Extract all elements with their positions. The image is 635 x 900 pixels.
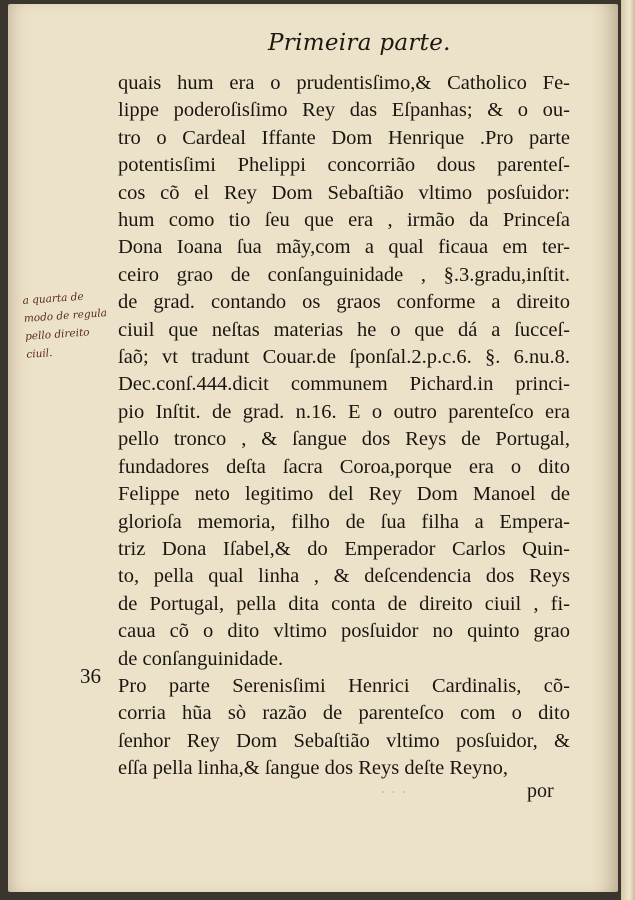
body-text xyxy=(118,70,570,783)
text-line: ceiro grao de conſanguinidade , §.3.gradu,inſtit. xyxy=(118,263,570,286)
margin-note-line: pello direito xyxy=(24,326,90,343)
text-line: triz Dona Iſabel,& do Emperador Carlos Quin- xyxy=(118,537,570,560)
text-line: ſaõ; vt tradunt Couar.de ſponſal.2.p.c.6. §. 6.nu.8. xyxy=(118,346,570,369)
text-line: ſenhor Rey Dom Sebaſtião vltimo posſuidor, & xyxy=(118,729,570,752)
text-line: de Portugal, pella dita conta de direito ciuil , fi- xyxy=(118,592,570,615)
page-edge xyxy=(621,0,635,900)
text-line: Dec.conſ.444.dicit communem Pichard.in princi- xyxy=(118,373,570,396)
text-line: pello tronco , & ſangue dos Reys de Portugal, xyxy=(118,428,570,451)
text-line: Pro parte Serenisſimi Henrici Cardinalis, cõ- xyxy=(118,674,570,697)
text-line: fundadores deſta ſacra Coroa,porque era o dito xyxy=(118,455,570,478)
text-line: lippe poderoſisſimo Rey das Eſpanhas; & o ou- xyxy=(118,99,570,122)
text-line: cos cõ el Rey Dom Sebaſtião vltimo posſuidor: xyxy=(118,181,570,204)
margin-note-line: ciuil. xyxy=(25,347,53,361)
text-line: tro o Cardeal Iffante Dom Henrique .Pro parte xyxy=(118,126,570,149)
text-line: pio Inſtit. de grad. n.16. E o outro parenteſco era xyxy=(118,400,570,423)
text-line: hum como tio ſeu que era , irmão da Princeſa xyxy=(118,209,570,232)
text-line: Dona Ioana ſua mãy,com a qual ficaua em ter- xyxy=(118,236,570,259)
text-line: glorioſa memoria, filho de ſua filha a Empera- xyxy=(118,510,570,533)
paragraph-number: 36 xyxy=(80,664,101,688)
text-line: de conſanguinidade. xyxy=(118,647,284,670)
text-line: quais hum era o prudentisſimo,& Catholico Fe- xyxy=(118,72,570,94)
text-line: Felippe neto legitimo del Rey Dom Manoel de xyxy=(118,483,570,506)
margin-note-line: modo de regula xyxy=(23,307,108,325)
text-line: de grad. contando os graos conforme a direito xyxy=(118,291,570,314)
text-line: caua cõ o dito vltimo posſuidor no quinto grao xyxy=(118,620,570,643)
running-head: Primeira parte. xyxy=(268,30,451,56)
bleed-through-mark: · · · xyxy=(380,782,407,802)
text-line: corria hũa sò razão de parenteſco com o dito xyxy=(118,702,570,725)
text-line: eſſa pella linha,& ſangue dos Reys deſte Reyno, xyxy=(118,757,508,780)
text-line: to, pella qual linha , & deſcendencia dos Reys xyxy=(118,565,570,588)
text-line: ciuil que neſtas materias he o que dá a ſucceſ- xyxy=(118,318,570,341)
margin-note-line: a quarta de xyxy=(22,290,85,307)
catchword: por xyxy=(527,780,554,802)
handwritten-marginal-note xyxy=(22,286,119,364)
bleed-through-text xyxy=(380,782,407,803)
text-line: potentisſimi Phelippi concorrião dous parenteſ- xyxy=(118,154,570,177)
